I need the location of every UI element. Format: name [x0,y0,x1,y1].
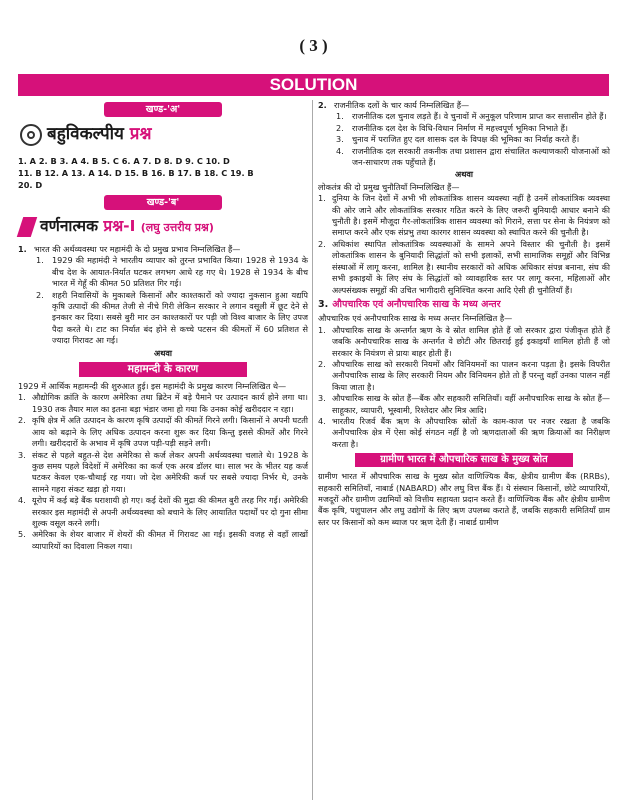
rural-credit-text: ग्रामीण भारत में औपचारिक साख के मुख्य स्रोत वाणिज्यिक बैंक, क्षेत्रीय ग्रामीण बैंक (RRBs), सहकारी समितियाँ, नाबार्ड (NABARD) और लघु वित्त बैंक हैं। ये संस्थान किसानों, छोटे व्यापारियों, मजदूरों और ग्रामीण उद्यमियों को वित्तीय सहायता प्रदान करते हैं। वाणिज्यिक बैंक और क्षेत्रीय ग्रामीण बैंक कृषि, पशुपालन और लघु उद्योगों के लिए ऋण उपलब्ध कराते हैं, जबकि सहकारी समितियाँ ग्राम स्तर पर किसानों को कम ब्याज पर ऋण देती हैं। नाबार्ड ग्रामीण [318,471,610,527]
slash-decoration [17,217,37,237]
list-item-number: 2. [36,289,44,300]
list-item-text: अमेरिका के शेयर बाजार में शेयरों की कीमत में गिरावट आ गई। इसकी वजह से वहाँ लाखों व्यापारियों का दिवाला निकल गया। [32,529,308,551]
list-item [318,393,610,416]
question-1: 1. भारत की अर्थव्यवस्था पर महामंदी के दो प्रमुख प्रभाव निम्नलिखित हैं— [18,244,241,254]
list-item-number: 2. [318,238,326,249]
target-icon [20,124,42,146]
list-item [318,239,610,296]
list-item [318,193,610,239]
list-item-text: चुनाव में पराजित हुए दल शासक दल के विपक्ष की भूमिका का निर्वाह करते हैं। [352,134,580,145]
mcq-header [20,123,308,147]
list-item-text: राजनीतिक दल चुनाव लड़ते हैं। वे चुनावों में अनुकूल परिणाम प्राप्त कर सत्तासीन होते हैं। [352,111,607,122]
list-item-text: राजनीतिक दल सरकारी तकनीक तथा प्रशासन द्वारा संचालित कल्याणकारी योजनाओं को जन-साधारण तक पहुँचाते हैं। [352,145,610,168]
column-divider [312,100,313,800]
list-item-text: राजनीतिक दल देश के विधि-विधान निर्माण में महत्त्वपूर्ण भूमिका निभाते हैं। [352,122,568,133]
list-item-text: कृषि क्षेत्र में अति उत्पादन के कारण कृषि उत्पादों की कीमतें गिरने लगी। किसानों ने अपनी घटती आय को बढ़ाने के लिए अधिक उत्पादन करना शुरू कर दिया किन्तु इससे कीमतें और गिरने लगी। खरीददारों के अभाव में कृषि उपज पड़ी-पड़ी सड़ने लगी। [32,415,308,449]
rural-credit-heading: ग्रामीण भारत में औपचारिक साख के मुख्य स्रोत [355,453,573,467]
list-item [336,111,610,122]
list-item-number: 3. [336,134,344,145]
question-2: 2. राजनीतिक दलों के चार कार्य निम्नलिखित हैं— [318,100,470,110]
democracy-intro: लोकतंत्र की दो प्रमुख चुनौतियाँ निम्नलिखित हैं— [318,181,460,192]
list-item-number: 4. [336,145,344,156]
q1-list [18,255,308,346]
list-item-number: 1. [318,193,326,204]
athva-divider: अथवा [154,347,172,358]
list-item [18,529,308,552]
athva-divider-right: अथवा [455,169,473,180]
causes-heading: महामन्दी के कारण [79,362,247,377]
list-item [18,392,308,415]
list-item [318,416,610,450]
list-item [336,146,610,169]
answer-key: 1. A 2. B 3. A 4. B 5. C 6. A 7. D 8. D 9. C 10. D 11. B 12. A 13. A 14. D 15. B 16. B 17. B 18. C 19. B 20. D [18,156,254,190]
right-column [318,100,610,528]
q3-intro: औपचारिक एवं अनौपचारिक साख के मध्य अन्तर निम्नलिखित है— [318,313,513,324]
descriptive-header: वर्णनात्मक प्रश्न-I (लघु उत्तरीय प्रश्न) [18,216,308,238]
list-item-number: 2. [336,122,344,133]
list-item-number: 2. [318,358,326,369]
section-a-label: खण्ड-'अ' [104,102,222,117]
list-item-number: 1. [336,111,344,122]
list-item-text: औपचारिक साख को सरकारी नियमों और विनियमनों का पालन करना पड़ता है। इसके विपरीत अनौपचारिक साख के लिए सरकारी नियम और विनियमन होते तो हैं परन्तु वहाँ उनका पालन नहीं किया जाता है। [332,358,610,392]
list-item-number: 4. [18,495,26,506]
list-item-text: शहरी निवासियों के मुकाबले किसानों और काश्तकारों को ज्यादा नुकसान हुआ यद्यपि कृषि उत्पादों की कीमत तेजी से नीचे गिरी लेकिन सरकार ने लगान वसूली में छूट देने से इनकार कर दिया। सबसे बुरी मार उन काश्तकारों पर पड़ी जो विश्व बाजार के लिए उपज पैदा करते थे। टाट का निर्यात बंद होने से कच्चे पटसन की कीमतों में 60 प्रतिशत से ज्यादा गिरावट आ गई। [52,289,308,346]
list-item-number: 3. [318,393,326,404]
list-item [18,415,308,449]
list-item-text: संकट से पहले बहुत-से देश अमेरिका से कर्ज लेकर अपनी अर्थव्यवस्था चलाते थे। 1928 के कुछ समय पहले विदेशों में अमेरिका का कर्ज एक अरब डॉलर था। साल भर के भीतर यह कर्ज घटकर केवल एक-चौथाई रह गया। जो देश अमेरिकी कर्ज पर सबसे ज्यादा निर्भर थे, उनके सामने गहरा संकट खड़ा हो गया। [32,449,308,494]
page-number: ( 3 ) [299,36,328,55]
list-item-text: दुनिया के जिन देशों में अभी भी लोकतांत्रिक शासन व्यवस्था नहीं है उनमें लोकतांत्रिक व्यवस्था की ओर जाने और लोकतांत्रिक सरकार गठित करने के लिए जरूरी बुनियादी आधार बनाने की चुनौती है। इसमें मौजूदा गैर-लोकतांत्रिक शासन व्यवस्था को गिराने, सत्ता पर सेना के नियंत्रण को समाप्त करने और एक संप्रभु तथा कारगर शासन व्यवस्था को स्थापित करने की चुनौती है। [332,193,610,238]
q2-list [318,111,610,168]
democracy-list [318,193,610,296]
list-item-text: यूरोप में कई बड़े बैंक धराशायी हो गए। कई देशों की मुद्रा की कीमत बुरी तरह गिर गई। अमेरिकी सरकार इस महामंदी से अपनी अर्थव्यवस्था को बचाने के लिए आयातित पदार्थों पर दो गुना सीमा शुल्क वसूल करने लगी। [32,495,308,528]
list-item [36,290,308,347]
list-item [318,325,610,359]
list-item-text: अधिकांश स्थापित लोकतांत्रिक व्यवस्थाओं के सामने अपने विस्तार की चुनौती है। इसमें लोकतांत्रिक शासन के बुनियादी सिद्धांतों को सभी इलाकों, सभी सामाजिक समूहों और विभिन्न संस्थाओं में लागू करना, शामिल है। स्थानीय सरकारों को अधिक अधिकार संपन्न बनाना, संघ की सभी इकाइयों के लिए संघ के सिद्धांतों को व्यावहारिक स्तर पर लागू करना, महिलाओं और अल्पसंख्यक समूहों की उचित भागीदारी सुनिश्चित करना आदि ऐसी ही चुनौतियाँ हैं। [332,238,610,295]
q3-list [318,325,610,450]
list-item [336,123,610,134]
causes-list [18,392,308,552]
list-item [18,495,308,529]
list-item-number: 1. [18,392,26,403]
list-item [18,450,308,496]
list-item-number: 1. [318,324,326,335]
list-item-number: 3. [18,449,26,460]
left-column [18,100,308,552]
list-item-text: औद्योगिक क्रांति के कारण अमेरिका तथा ब्रिटेन में बड़े पैमाने पर उत्पादन कार्य होने लगा था। 1930 तक तैयार माल का इतना बड़ा भंडार जमा हो गया कि उनका कोई खरीददार न रहा। [32,392,308,414]
list-item-text: औपचारिक साख के अन्तर्गत ऋण के वे स्रोत शामिल होते हैं जो सरकार द्वारा पंजीकृत होते हैं जबकि अनौपचारिक साख के अन्तर्गत वे छोटी और छितराई हुई इकाइयाँ शामिल होती हैं जो सरकार के नियंत्रण से प्रायः बाहर होती हैं। [332,324,610,358]
solution-banner: SOLUTION [18,74,609,96]
list-item [36,255,308,289]
section-b-label: खण्ड-'ब' [104,195,222,210]
list-item [318,359,610,393]
list-item-text: भारतीय रिजर्व बैंक ऋण के औपचारिक स्रोतों के काम-काज पर नजर रखता है जबकि अनौपचारिक क्षेत्र में ऐसा कोई संगठन नहीं है जो ऋणदाताओं की ऋण क्रियाओं का निरीक्षण करता है। [332,415,610,449]
list-item-text: 1929 की महामंदी ने भारतीय व्यापार को तुरन्त प्रभावित किया। 1928 से 1934 के बीच देश के आयात-निर्यात घटकर लगभग आधे रह गए थे। 1928 से 1934 के बीच भारत में गेहूँ की कीमत 50 प्रतिशत गिर गई। [52,255,308,289]
list-item [336,134,610,145]
list-item-number: 1. [36,255,44,266]
causes-intro: 1929 में आर्थिक महामन्दी की शुरुआत हुई। इस महामंदी के प्रमुख कारण निम्नलिखित थे— [18,381,287,392]
list-item-number: 4. [318,415,326,426]
mcq-title: बहुविकल्पीय प्रश्न [47,124,152,145]
list-item-number: 2. [18,415,26,426]
list-item-text: औपचारिक साख के स्रोत हैं—बैंक और सहकारी समितियाँ। वहीं अनौपचारिक साख के स्रोत हैं—साहूकार, व्यापारी, भूस्वामी, रिश्तेदार और मित्र आदि। [332,393,610,415]
list-item-number: 5. [18,529,26,540]
question-3-heading: 3. औपचारिक एवं अनौपचारिक साख के मध्य अन्तर [318,298,501,310]
